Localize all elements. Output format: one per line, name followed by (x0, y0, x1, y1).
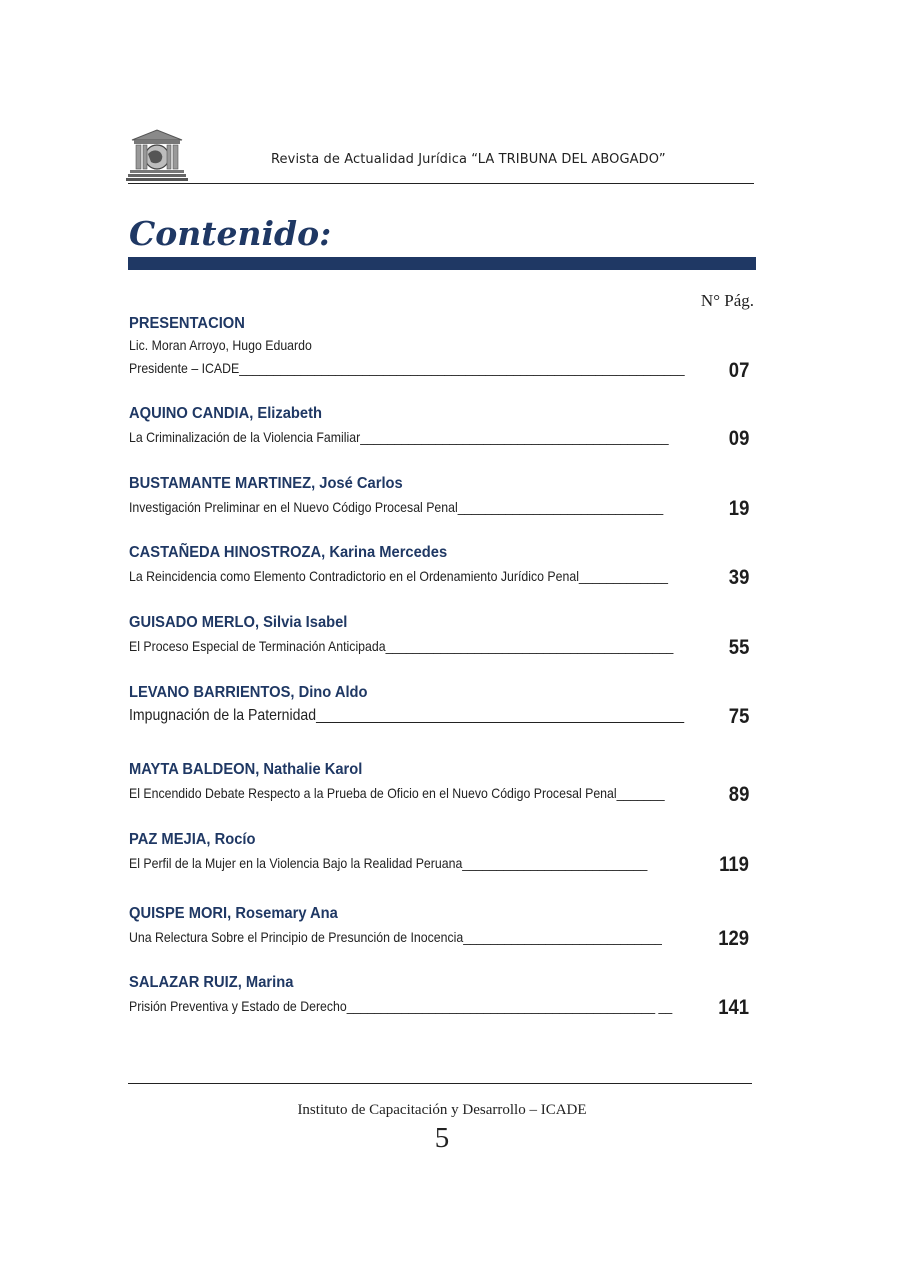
entry-page-number: 141 (718, 996, 749, 1019)
toc-entry (129, 905, 759, 950)
footer-institute: Instituto de Capacitación y Desarrollo – ICADE (297, 1102, 587, 1118)
entry-title: Una Relectura Sobre el Principio de Presunción de Inocencia_____________________________ (129, 929, 662, 945)
entry-page-number: 129 (718, 927, 749, 950)
page-number: 5 (434, 1122, 450, 1154)
toc-entry (129, 684, 759, 728)
entry-page-number: 07 (728, 359, 749, 382)
toc-entry (129, 405, 759, 450)
entry-title: Impugnación de la Paternidad_______________________________________________ (129, 707, 685, 724)
entry-page-number: 75 (728, 705, 749, 728)
footer-rule (128, 1083, 752, 1084)
entry-author: CASTAÑEDA HINOSTROZA, Karina Mercedes (129, 544, 448, 561)
entry-page-number: 39 (728, 566, 749, 589)
title-underline-bar (128, 257, 756, 270)
page-column-label: N° Pág. (700, 291, 754, 310)
entry-title: La Reincidencia como Elemento Contradictorio en el Ordenamiento Jurídico Penal_____________ (129, 568, 668, 584)
journal-title: Revista de Actualidad Jurídica “LA TRIBUNA DEL ABOGADO” (271, 152, 666, 167)
entry-page-number: 89 (728, 783, 749, 806)
entry-page-number: 19 (728, 497, 749, 520)
header-rule (128, 183, 754, 184)
entry-page-number: 09 (728, 427, 749, 450)
entry-page-number: 55 (728, 636, 749, 659)
contents-title: Contenido: (129, 214, 332, 253)
entry-author: QUISPE MORI, Rosemary Ana (129, 905, 338, 922)
entry-title: El Perfil de la Mujer en la Violencia Bajo la Realidad Peruana___________________________ (129, 855, 648, 871)
toc-entry (129, 761, 759, 806)
toc-entry (129, 475, 759, 520)
toc-entry (129, 544, 759, 589)
entry-author: GUISADO MERLO, Silvia Isabel (129, 614, 348, 631)
entry-author: MAYTA BALDEON, Nathalie Karol (129, 761, 363, 778)
entry-title: Prisión Preventiva y Estado de Derecho_____________________________________________ __ (129, 998, 673, 1014)
entry-title: El Encendido Debate Respecto a la Prueba de Oficio en el Nuevo Código Procesal Penal_______ (129, 785, 665, 801)
entry-author: LEVANO BARRIENTOS, Dino Aldo (129, 684, 368, 701)
entry-author: BUSTAMANTE MARTINEZ, José Carlos (129, 475, 403, 492)
entry-author: PRESENTACION (129, 315, 245, 332)
entry-title: La Criminalización de la Violencia Familiar_____________________________________________ (129, 429, 669, 445)
entry-title: Presidente – ICADE_________________________________________________________________ (129, 360, 685, 376)
institute-logo-icon (126, 128, 188, 182)
entry-title: Investigación Preliminar en el Nuevo Código Procesal Penal______________________________ (129, 499, 664, 515)
entry-page-number: 119 (719, 853, 749, 876)
toc-entry (129, 831, 759, 876)
entry-title: El Proceso Especial de Terminación Anticipada__________________________________________ (129, 638, 674, 654)
entry-author: SALAZAR RUIZ, Marina (129, 974, 294, 991)
entry-author: AQUINO CANDIA, Elizabeth (129, 405, 323, 422)
entry-line: Lic. Moran Arroyo, Hugo Eduardo (129, 337, 312, 353)
toc-entry (129, 974, 759, 1019)
entry-author: PAZ MEJIA, Rocío (129, 831, 256, 848)
toc-entry (129, 315, 759, 382)
toc-entry (129, 614, 759, 659)
